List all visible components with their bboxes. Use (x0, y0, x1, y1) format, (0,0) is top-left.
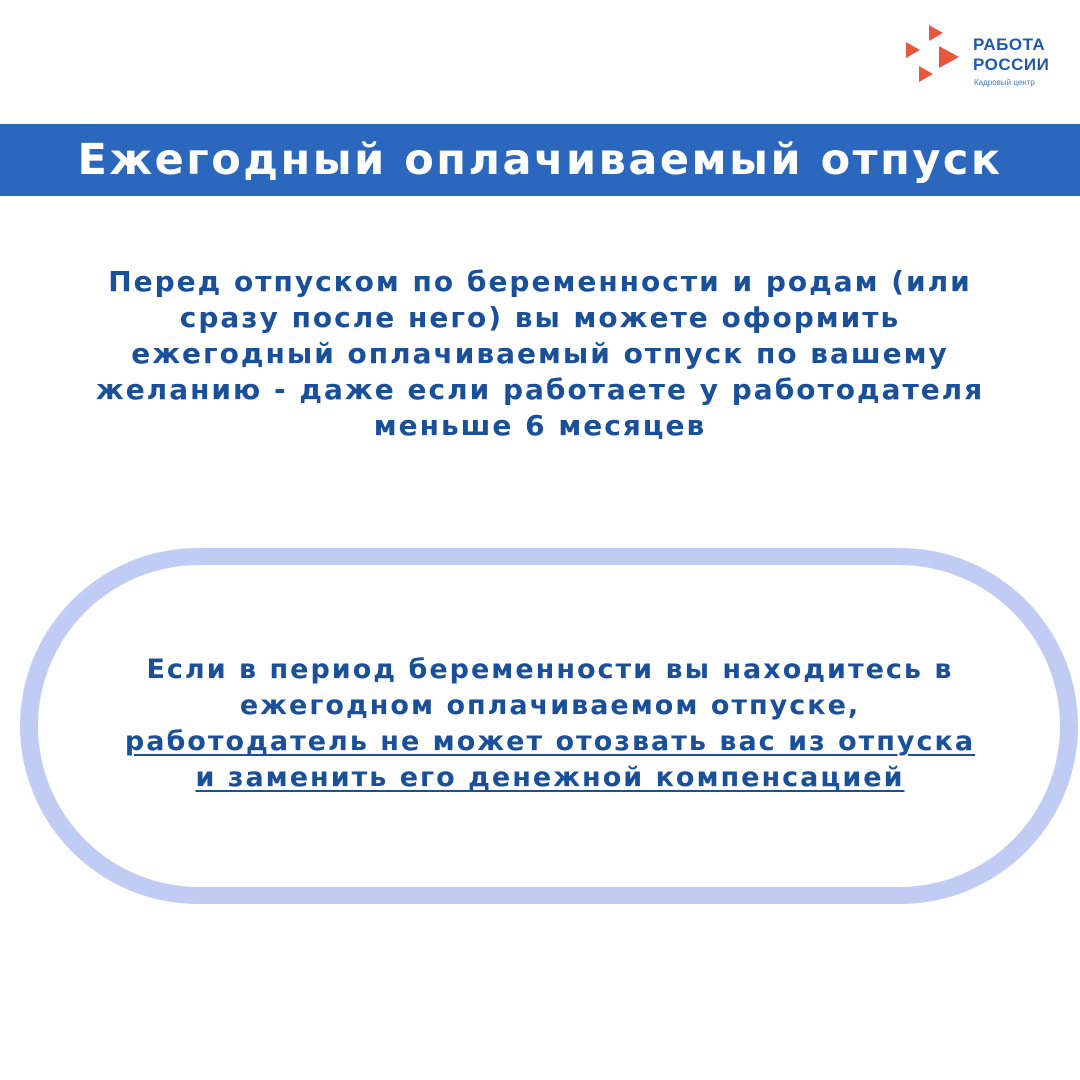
rabota-rossii-logo (903, 22, 1073, 92)
logo-text-line2: РОССИИ (973, 55, 1050, 74)
note-underlined-line: и заменить его денежной компенсацией (195, 762, 905, 793)
logo-text-line1: РАБОТА (973, 35, 1046, 54)
intro-text (40, 264, 1040, 444)
intro-line: Перед отпуском по беременности и родам (или (108, 265, 972, 298)
logo-subtitle: Кадровый центр (974, 78, 1035, 87)
intro-line: меньше 6 месяцев (373, 409, 707, 442)
note-underlined-line: работодатель не может отозвать вас из отпуска (124, 726, 976, 757)
page-title: Ежегодный оплачиваемый отпуск (77, 135, 1003, 185)
note-line: Если в период беременности вы находитесь в (146, 654, 954, 685)
intro-line: ежегодный оплачиваемый отпуск по вашему (131, 337, 949, 370)
intro-line: сразу после него) вы можете оформить (179, 301, 901, 334)
title-band (0, 124, 1080, 196)
arrows-logo-icon (903, 22, 963, 86)
intro-line: желанию - даже если работаете у работодателя (95, 373, 985, 406)
note-text (50, 652, 1050, 796)
note-line: ежегодном оплачиваемом отпуске, (239, 690, 861, 721)
